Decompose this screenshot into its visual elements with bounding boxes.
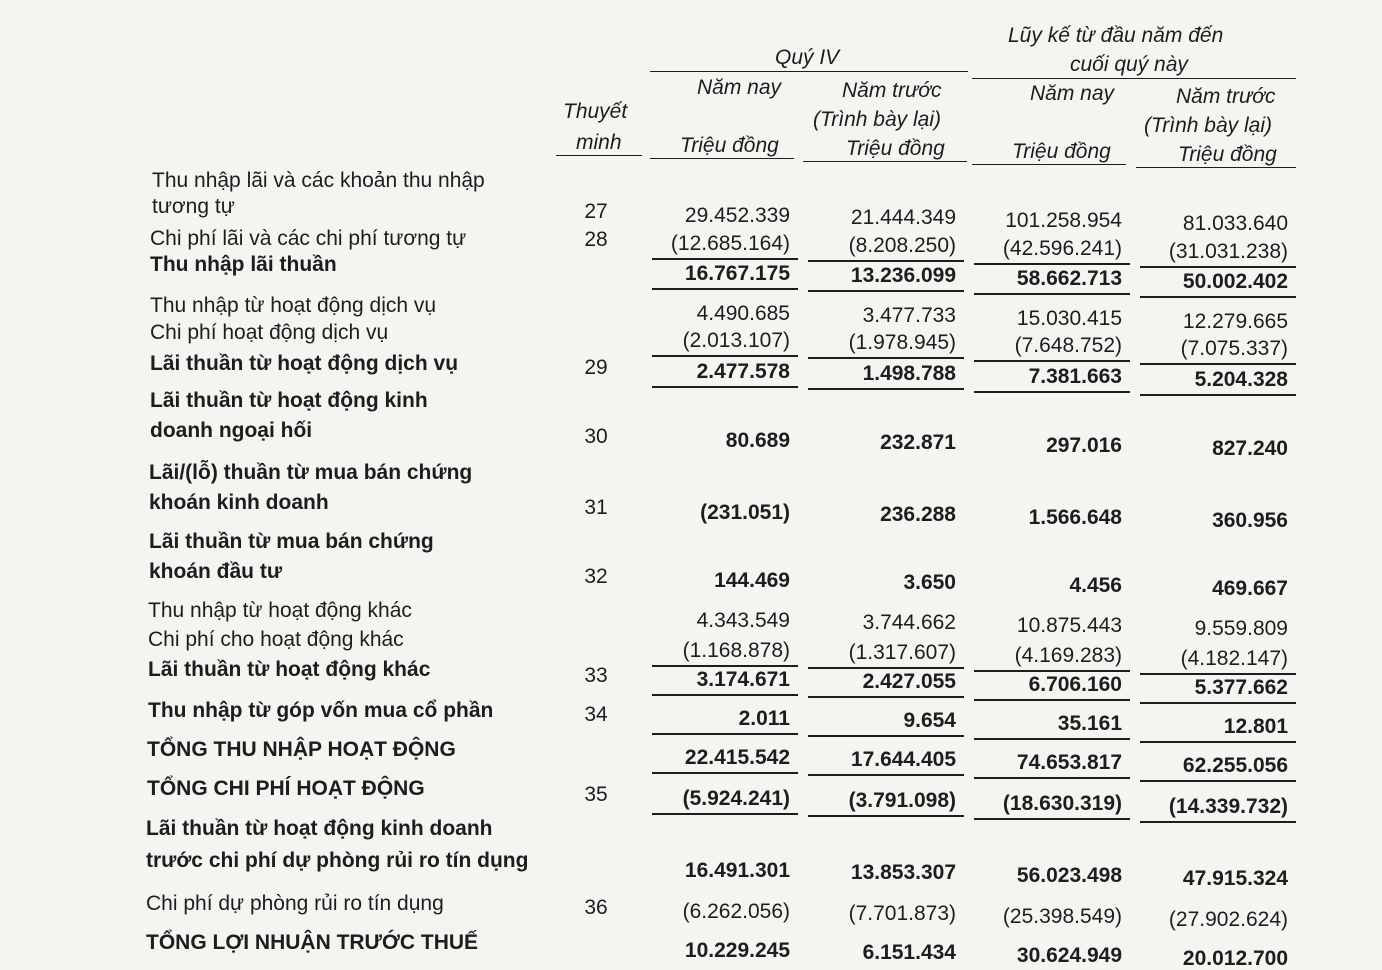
row-label: Thu nhập lãi thuần	[150, 253, 337, 276]
col2-header-underline	[803, 161, 967, 162]
total-underline	[652, 733, 798, 735]
total-underline	[1140, 821, 1296, 823]
row-value-col3: 30.624.949	[1016, 944, 1122, 967]
row-label: Lãi thuần từ hoạt động dịch vụ	[150, 352, 459, 375]
total-underline	[652, 813, 798, 815]
header-group-ytd-line1: Lũy kế từ đầu năm đến	[1008, 24, 1224, 47]
col3-header-underline	[972, 164, 1126, 165]
row-label: Thu nhập từ hoạt động dịch vụ	[150, 294, 437, 317]
row-value-col1: 2.477.578	[696, 360, 790, 383]
col1-header-underline	[650, 158, 794, 159]
row-value-col4: 20.012.700	[1182, 947, 1288, 970]
total-underline	[652, 694, 798, 696]
row-value-col4: (27.902.624)	[1168, 908, 1288, 931]
row-note: 29	[584, 356, 608, 379]
total-underline	[652, 258, 798, 260]
row-value-col4: (4.182.147)	[1180, 647, 1288, 670]
total-underline	[808, 388, 964, 390]
row-label: TỔNG CHI PHÍ HOẠT ĐỘNG	[147, 777, 425, 800]
row-value-col3: (25.398.549)	[1002, 905, 1122, 928]
row-value-col4: 469.667	[1212, 577, 1288, 600]
row-value-col2: 3.477.733	[862, 304, 956, 327]
total-underline	[808, 815, 964, 817]
row-value-col3: 1.566.648	[1028, 506, 1122, 529]
row-value-col1: (5.924.241)	[682, 787, 790, 810]
row-value-col3: 7.381.663	[1028, 365, 1122, 388]
header-ytd-underline	[972, 78, 1296, 79]
row-value-col3: (7.648.752)	[1014, 334, 1122, 357]
total-underline	[652, 665, 798, 667]
total-underline	[974, 818, 1130, 820]
total-underline	[974, 360, 1130, 362]
col4-unit: Triệu đồng	[1178, 143, 1277, 166]
row-value-col1: 4.343.549	[696, 609, 790, 632]
row-value-col3: 297.016	[1046, 434, 1122, 457]
row-value-col1: 16.767.175	[684, 262, 790, 285]
header-group-ytd-line2: cuối quý này	[1070, 53, 1188, 76]
row-value-col3: 58.662.713	[1016, 267, 1122, 290]
row-value-col3: 6.706.160	[1028, 673, 1122, 696]
row-value-col2: (8.208.250)	[848, 234, 956, 257]
row-value-col3: 35.161	[1057, 712, 1122, 735]
total-underline	[974, 263, 1130, 265]
row-value-col2: 236.288	[880, 503, 956, 526]
col1-unit: Triệu đồng	[680, 134, 779, 157]
header-note-line1: Thuyết	[563, 100, 628, 123]
row-note: 27	[584, 200, 608, 223]
row-value-col3: 15.030.415	[1016, 307, 1122, 330]
row-value-col4: 62.255.056	[1182, 754, 1288, 777]
total-underline	[974, 293, 1130, 295]
row-value-col1: (6.262.056)	[682, 900, 790, 923]
row-value-col1: (1.168.878)	[682, 639, 790, 662]
total-underline	[808, 696, 964, 698]
row-note: 32	[584, 565, 608, 588]
row-label: Lãi thuần từ hoạt động kinh doanh	[146, 817, 493, 840]
row-value-col2: (7.701.873)	[848, 902, 956, 925]
row-value-col2: 232.871	[880, 431, 956, 454]
row-note: 33	[584, 664, 608, 687]
row-value-col1: 10.229.245	[684, 939, 790, 962]
row-value-col4: 12.801	[1223, 715, 1288, 738]
row-label: Chi phí hoạt động dịch vụ	[150, 321, 389, 344]
col4-period: Năm trước	[1176, 85, 1276, 108]
row-value-col2: 3.744.662	[862, 611, 956, 634]
row-value-col4: 827.240	[1212, 437, 1288, 460]
row-value-col1: 22.415.542	[684, 746, 790, 769]
total-underline	[1140, 673, 1296, 675]
row-value-col2: 2.427.055	[862, 670, 956, 693]
row-value-col1: (2.013.107)	[682, 329, 790, 352]
col4-restated: (Trình bày lại)	[1144, 114, 1272, 137]
row-value-col1: (231.051)	[700, 501, 790, 524]
total-underline	[652, 772, 798, 774]
row-value-col4: 50.002.402	[1182, 270, 1288, 293]
total-underline	[808, 290, 964, 292]
total-underline	[652, 386, 798, 388]
row-value-col2: 13.236.099	[850, 264, 956, 287]
row-label: Lãi thuần từ mua bán chứng	[149, 530, 434, 553]
row-value-col4: 9.559.809	[1194, 617, 1288, 640]
row-value-col2: (1.317.607)	[848, 641, 956, 664]
row-label: khoán kinh doanh	[149, 491, 329, 514]
row-value-col3: 4.456	[1069, 574, 1122, 597]
row-label: Thu nhập từ góp vốn mua cổ phần	[148, 699, 494, 722]
row-value-col1: 2.011	[738, 707, 790, 730]
total-underline	[808, 357, 964, 359]
total-underline	[974, 391, 1130, 393]
row-value-col4: 5.377.662	[1194, 676, 1288, 699]
total-underline	[1140, 741, 1296, 743]
row-label: doanh ngoại hối	[150, 419, 313, 442]
row-value-col4: 360.956	[1212, 509, 1288, 532]
row-value-col4: 81.033.640	[1182, 212, 1288, 235]
row-value-col2: 6.151.434	[862, 941, 956, 964]
total-underline	[1140, 394, 1296, 396]
row-value-col1: 16.491.301	[684, 859, 790, 882]
total-underline	[974, 738, 1130, 740]
row-label: tương tự	[152, 195, 235, 218]
total-underline	[808, 260, 964, 262]
row-value-col4: 5.204.328	[1194, 368, 1288, 391]
row-value-col1: 144.469	[714, 569, 790, 592]
row-label: Lãi/(lỗ) thuần từ mua bán chứng	[149, 461, 473, 484]
row-value-col2: (1.978.945)	[848, 331, 956, 354]
row-value-col4: 47.915.324	[1182, 867, 1288, 890]
row-value-col1: 4.490.685	[696, 302, 790, 325]
total-underline	[1140, 780, 1296, 782]
row-value-col2: 13.853.307	[850, 861, 956, 884]
col3-period: Năm nay	[1030, 82, 1115, 105]
col1-period: Năm nay	[697, 76, 782, 99]
header-group-q4: Quý IV	[775, 46, 840, 69]
row-value-col2: 9.654	[903, 709, 956, 732]
total-underline	[652, 288, 798, 290]
row-note: 34	[584, 703, 608, 726]
total-underline	[974, 670, 1130, 672]
row-value-col3: 56.023.498	[1016, 864, 1122, 887]
total-underline	[1140, 702, 1296, 704]
row-value-col4: (31.031.238)	[1168, 240, 1288, 263]
row-value-col3: 101.258.954	[1005, 209, 1122, 232]
row-label: khoán đầu tư	[149, 560, 283, 583]
row-value-col3: (4.169.283)	[1014, 644, 1122, 667]
row-note: 36	[584, 896, 608, 919]
row-label: Chi phí cho hoạt động khác	[148, 628, 404, 651]
row-value-col3: 10.875.443	[1016, 614, 1122, 637]
row-value-col3: 74.653.817	[1016, 751, 1122, 774]
row-label: Chi phí lãi và các chi phí tương tự	[150, 227, 467, 250]
row-value-col1: (12.685.164)	[670, 232, 790, 255]
row-note: 35	[584, 783, 608, 806]
row-value-col2: 21.444.349	[850, 206, 956, 229]
row-value-col4: (14.339.732)	[1168, 795, 1288, 818]
row-label: Thu nhập từ hoạt động khác	[148, 599, 412, 622]
total-underline	[1140, 296, 1296, 298]
header-note-underline	[556, 155, 642, 156]
total-underline	[652, 355, 798, 357]
row-label: Lãi thuần từ hoạt động khác	[148, 658, 431, 681]
row-value-col4: (7.075.337)	[1180, 337, 1288, 360]
row-note: 31	[584, 496, 608, 519]
col2-unit: Triệu đồng	[846, 137, 945, 160]
row-value-col3: (18.630.319)	[1002, 792, 1122, 815]
row-value-col1: 29.452.339	[684, 204, 790, 227]
row-label: trước chi phí dự phòng rủi ro tín dụng	[146, 849, 529, 872]
row-value-col2: 3.650	[903, 571, 956, 594]
col3-unit: Triệu đồng	[1012, 140, 1111, 163]
row-value-col1: 80.689	[725, 429, 790, 452]
row-label: Thu nhập lãi và các khoản thu nhập	[152, 169, 485, 192]
row-label: TỔNG LỢI NHUẬN TRƯỚC THUẾ	[146, 931, 479, 954]
row-label: Chi phí dự phòng rủi ro tín dụng	[146, 892, 444, 915]
row-value-col3: (42.596.241)	[1002, 237, 1122, 260]
total-underline	[974, 777, 1130, 779]
total-underline	[808, 735, 964, 737]
row-value-col1: 3.174.671	[696, 668, 790, 691]
header-q4-underline	[650, 71, 968, 72]
col4-header-underline	[1136, 167, 1296, 168]
row-value-col4: 12.279.665	[1182, 310, 1288, 333]
row-value-col2: 17.644.405	[850, 748, 956, 771]
col2-period: Năm trước	[842, 79, 942, 102]
total-underline	[1140, 363, 1296, 365]
row-note: 28	[584, 228, 608, 251]
row-label: Lãi thuần từ hoạt động kinh	[150, 389, 428, 412]
row-value-col2: (3.791.098)	[848, 789, 956, 812]
total-underline	[1140, 266, 1296, 268]
total-underline	[808, 774, 964, 776]
header-note-line2: minh	[576, 131, 622, 154]
row-label: TỔNG THU NHẬP HOẠT ĐỘNG	[147, 738, 456, 761]
total-underline	[808, 667, 964, 669]
row-value-col2: 1.498.788	[862, 362, 956, 385]
col2-restated: (Trình bày lại)	[813, 108, 941, 131]
total-underline	[974, 699, 1130, 701]
row-note: 30	[584, 425, 608, 448]
